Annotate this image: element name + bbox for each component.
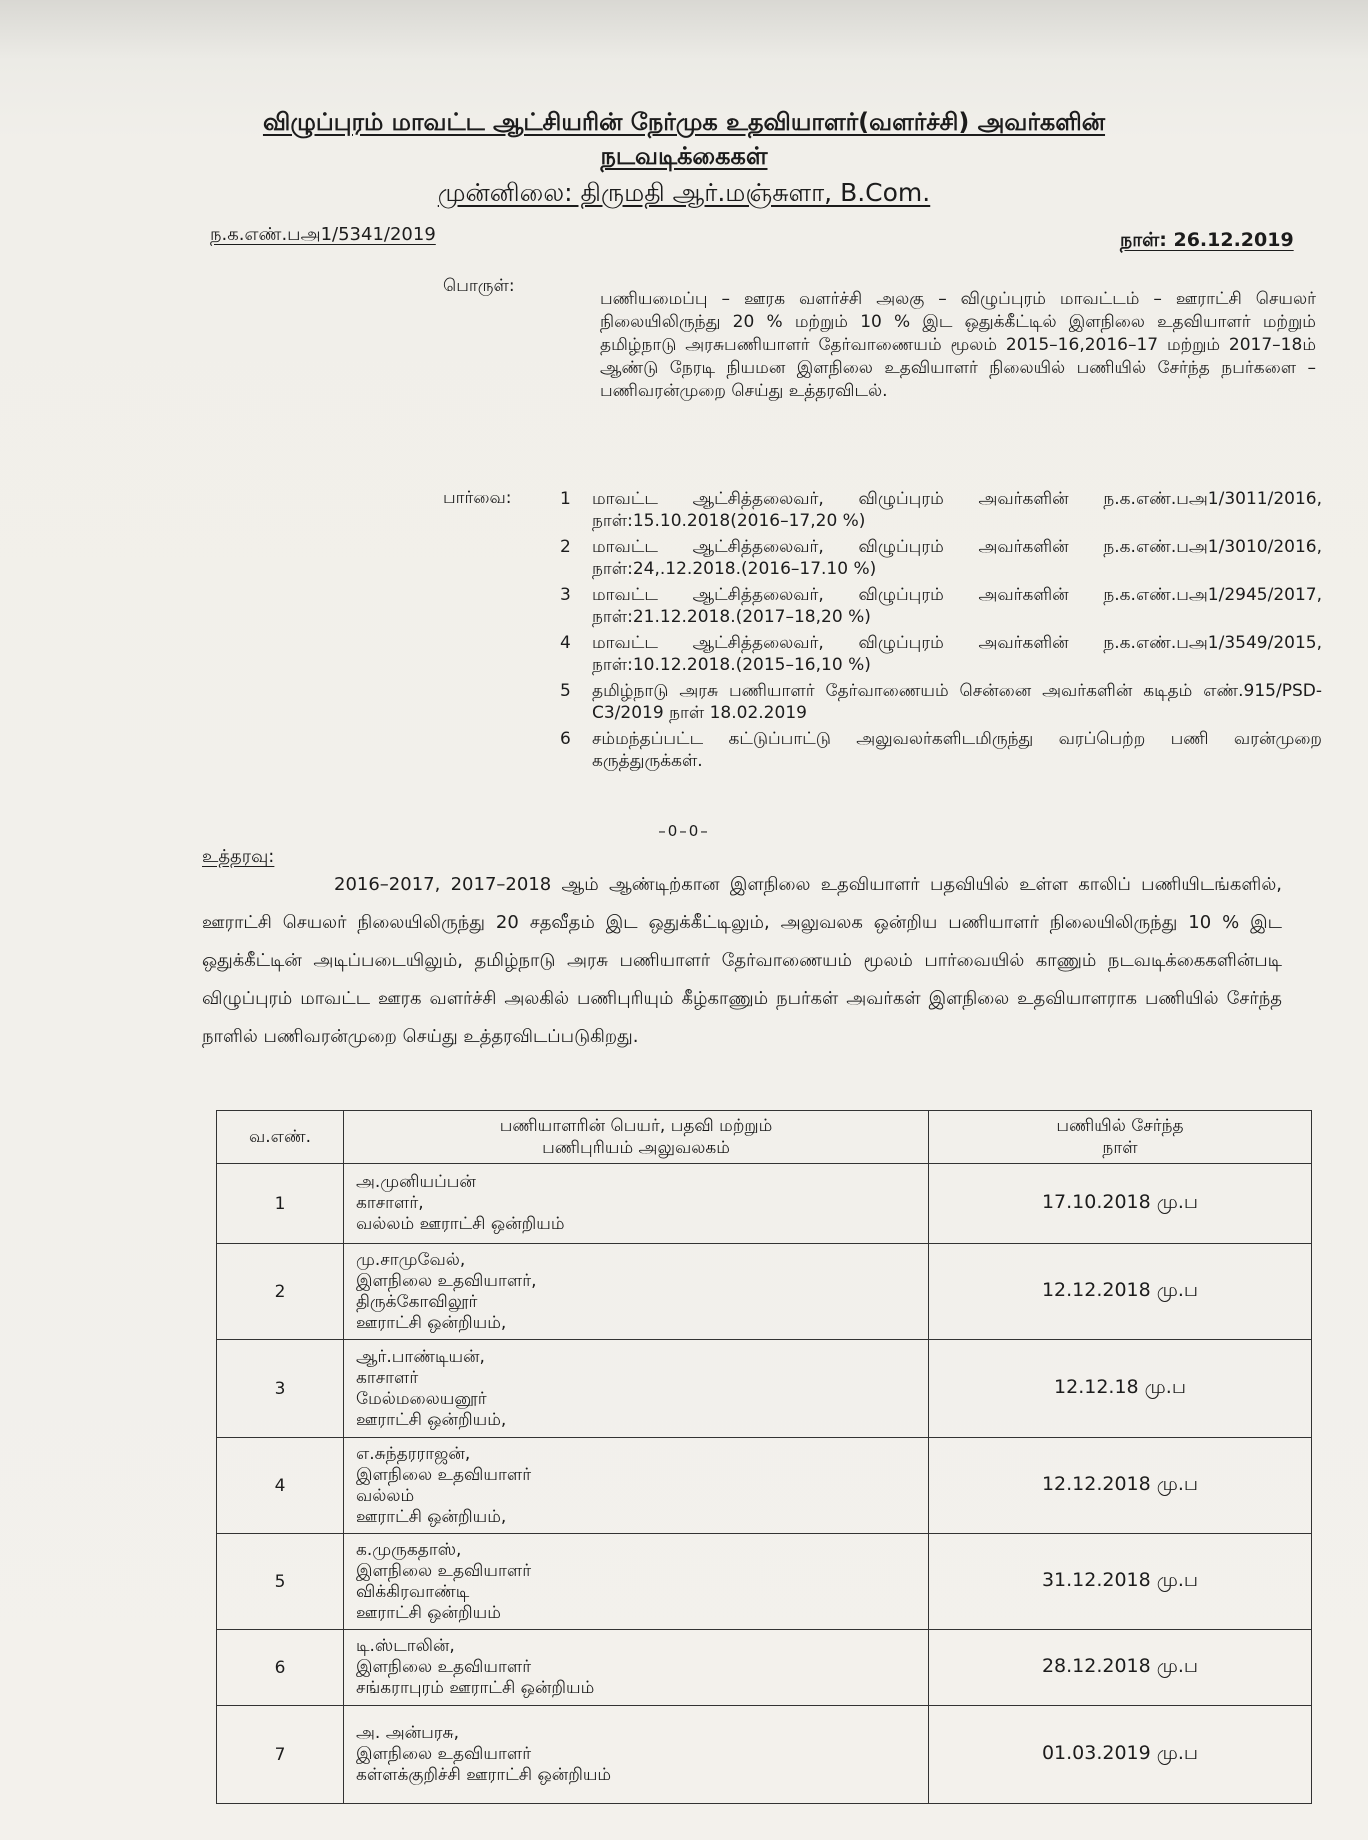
serial-cell: 2 [217, 1244, 344, 1340]
reference-item-number: 2 [560, 537, 571, 557]
staff-detail-line: வல்லம் ஊராட்சி ஒன்றியம் [356, 1214, 565, 1234]
staff-detail-line: ஊராட்சி ஒன்றியம், [356, 1506, 507, 1527]
staff-detail-line: ஊராட்சி ஒன்றியம், [356, 1409, 507, 1430]
header-title-line1: விழுப்புரம் மாவட்ட ஆட்சியரின் நேர்முக உதவியாளர்(வளர்ச்சி) அவர்களின் [262, 108, 1106, 136]
references-label: பார்வை: [443, 488, 512, 508]
reference-item-text: மாவட்ட ஆட்சித்தலைவர், விழுப்புரம் அவர்களின் ந.க.எண்.பஅ1/2945/2017, நாள்:21.12.2018.(2017–18,20 %) [592, 585, 1322, 627]
reference-item-number: 1 [560, 489, 571, 509]
reference-item-text: மாவட்ட ஆட்சித்தலைவர், விழுப்புரம் அவர்களின் ந.க.எண்.பஅ1/3010/2016, நாள்:24,.12.2018.(2016–17.10 %) [592, 537, 1322, 579]
joining-date-cell: 12.12.2018 மு.ப [929, 1438, 1312, 1534]
table-row [217, 1706, 1312, 1804]
header-presided-by: முன்னிலை: திருமதி ஆர்.மஞ்சுளா, B.Com. [437, 178, 931, 207]
staff-detail-line: ஆர்.பாண்டியன், [356, 1346, 485, 1367]
staff-details-cell [344, 1706, 929, 1804]
header-title-line2: நடவடிக்கைகள் [600, 142, 768, 170]
table-row [217, 1340, 1312, 1438]
col-header-joining-date [929, 1111, 1312, 1164]
serial-cell: 6 [217, 1630, 344, 1706]
subject-text: பணியமைப்பு – ஊரக வளர்ச்சி அலகு – விழுப்புரம் மாவட்டம் – ஊராட்சி செயலர் நிலையிலிருந்து 20 % மற்றும் 10 % இட ஒதுக்கீட்டில் இளநிலை உதவியாளர் மற்றும் தமிழ்நாடு அரசுபணியாளர் தேர்வாணையம் மூலம் 2015–16,2016–17 மற்றும் 2017–18ம் ஆண்டு நேரடி நியமன இளநிலை உதவியாளர் நிலையில் பணியில் சேர்ந்த நபர்களை – பணிவரன்முறை செய்து உத்தரவிடல். [600, 289, 1316, 401]
staff-details-cell [344, 1340, 929, 1438]
joining-date-cell: 31.12.2018 மு.ப [929, 1534, 1312, 1630]
reference-date: நாள்: 26.12.2019 [1120, 229, 1294, 251]
reference-item-number: 6 [560, 729, 571, 749]
staff-detail-line: விக்கிரவாண்டி [356, 1581, 470, 1602]
joining-date-cell: 12.12.18 மு.ப [929, 1340, 1312, 1438]
reference-item-text: மாவட்ட ஆட்சித்தலைவர், விழுப்புரம் அவர்களின் ந.க.எண்.பஅ1/3549/2015, நாள்:10.12.2018.(2015–16,10 %) [592, 633, 1322, 675]
col-header-date-line1: பணியில் சேர்ந்த [1056, 1116, 1184, 1136]
staff-detail-line: ஊராட்சி ஒன்றியம், [356, 1312, 507, 1333]
col-header-details-line1: பணியாளரின் பெயர், பதவி மற்றும் [499, 1116, 773, 1136]
staff-detail-line: ஊராட்சி ஒன்றியம் [356, 1602, 501, 1623]
staff-detail-line: இளநிலை உதவியாளர் [356, 1744, 532, 1764]
serial-cell: 1 [217, 1164, 344, 1244]
staff-detail-line: வல்லம் [356, 1485, 415, 1506]
table-row [217, 1244, 1312, 1340]
staff-details-cell [344, 1244, 929, 1340]
staff-detail-line: க.முருகதாஸ், [356, 1539, 462, 1560]
staff-detail-line: கள்ளக்குறிச்சி ஊராட்சி ஒன்றியம் [356, 1765, 612, 1785]
joining-date-cell: 12.12.2018 மு.ப [929, 1244, 1312, 1340]
reference-item [560, 632, 1322, 676]
serial-cell: 5 [217, 1534, 344, 1630]
section-separator: –0–0– [658, 822, 710, 840]
table-header-row [217, 1111, 1312, 1164]
order-text: 2016–2017, 2017–2018 ஆம் ஆண்டிற்கான இளநிலை உதவியாளர் பதவியில் உள்ள காலிப் பணியிடங்களில், ஊராட்சி செயலர் நிலையிலிருந்து 20 சதவீதம் இட ஒதுக்கீட்டிலும், அலுவலக ஒன்றிய பணியாளர் நிலையிலிருந்து 10 % இட ஒதுக்கீட்டின் அடிப்படையிலும், தமிழ்நாடு அரசு பணியாளர் தேர்வாணையம் மூலம் பார்வையில் காணும் நடவடிக்கைகளின்படி விழுப்புரம் மாவட்ட ஊரக வளர்ச்சி அலகில் பணிபுரியும் கீழ்காணும் நபர்கள் அவர்கள் இளநிலை உதவியாளராக பணியில் சேர்ந்த நாளில் பணிவரன்முறை செய்து உத்தரவிடப்படுகிறது. [202, 874, 1282, 1047]
col-header-date-line2: நாள் [1102, 1138, 1138, 1158]
col-header-details-line2: பணிபுரியம் அலுவலகம் [542, 1138, 730, 1158]
staff-detail-line: மு.சாமுவேல், [356, 1249, 466, 1270]
reference-item-text: சம்மந்தப்பட்ட கட்டுப்பாட்டு அலுவலர்களிடமிருந்து வரப்பெற்ற பணி வரன்முறை கருத்துருக்கள். [592, 729, 1322, 771]
reference-item [560, 584, 1322, 628]
staff-detail-line: திருக்கோவிலூர் [356, 1291, 478, 1312]
reference-item [560, 488, 1322, 532]
reference-item-number: 3 [560, 585, 571, 605]
serial-cell: 7 [217, 1706, 344, 1804]
col-header-details [344, 1111, 929, 1164]
subject-label: பொருள்: [443, 276, 515, 296]
reference-item [560, 536, 1322, 580]
order-label: உத்தரவு: [202, 846, 275, 867]
staff-details-cell [344, 1630, 929, 1706]
reference-item-text: மாவட்ட ஆட்சித்தலைவர், விழுப்புரம் அவர்களின் ந.க.எண்.பஅ1/3011/2016, நாள்:15.10.2018(2016–17,20 %) [592, 489, 1322, 531]
staff-detail-line: காசாளர் [356, 1367, 419, 1388]
staff-details-cell [344, 1438, 929, 1534]
joining-date-cell: 17.10.2018 மு.ப [929, 1164, 1312, 1244]
staff-detail-line: அ. அன்பரசு, [356, 1723, 460, 1743]
joining-date-cell: 01.03.2019 மு.ப [929, 1706, 1312, 1804]
staff-detail-line: டி.ஸ்டாலின், [356, 1636, 455, 1656]
reference-item-text: தமிழ்நாடு அரசு பணியாளர் தேர்வாணையம் சென்னை அவர்களின் கடிதம் எண்.915/PSD-C3/2019 நாள் 18.02.2019 [592, 681, 1322, 723]
staff-detail-line: மேல்மலையனூர் [356, 1388, 487, 1409]
reference-item [560, 680, 1322, 724]
joining-date-cell: 28.12.2018 மு.ப [929, 1630, 1312, 1706]
staff-details-cell [344, 1164, 929, 1244]
staff-detail-line: காசாளர், [356, 1193, 424, 1213]
table-row [217, 1438, 1312, 1534]
staff-detail-line: அ.முனியப்பன் [356, 1172, 476, 1192]
reference-item-number: 4 [560, 633, 571, 653]
staff-details-cell [344, 1534, 929, 1630]
staff-detail-line: இளநிலை உதவியாளர், [356, 1270, 537, 1291]
staff-detail-line: சங்கராபுரம் ஊராட்சி ஒன்றியம் [356, 1678, 595, 1698]
table-row [217, 1164, 1312, 1244]
reference-number: ந.க.எண்.பஅ1/5341/2019 [210, 224, 436, 245]
staff-detail-line: இளநிலை உதவியாளர் [356, 1464, 532, 1485]
staff-detail-line: இளநிலை உதவியாளர் [356, 1657, 532, 1677]
table-row [217, 1534, 1312, 1630]
staff-table [216, 1110, 1312, 1804]
staff-detail-line: இளநிலை உதவியாளர் [356, 1560, 532, 1581]
col-header-serial: வ.எண். [217, 1111, 344, 1164]
references-list [560, 488, 1322, 776]
serial-cell: 3 [217, 1340, 344, 1438]
serial-cell: 4 [217, 1438, 344, 1534]
reference-item [560, 728, 1322, 772]
staff-detail-line: எ.சுந்தரராஜன், [356, 1443, 471, 1464]
table-row [217, 1630, 1312, 1706]
reference-item-number: 5 [560, 681, 571, 701]
